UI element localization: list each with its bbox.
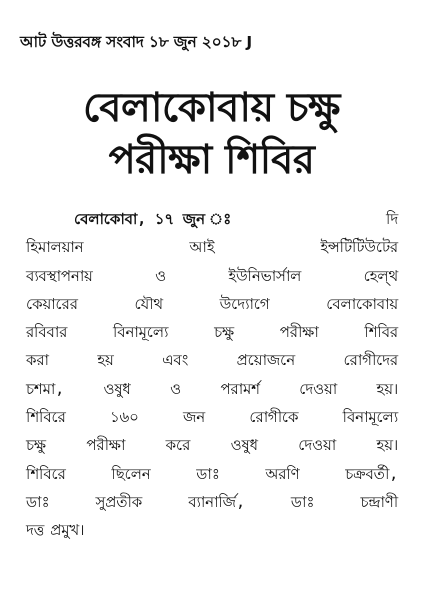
article-line-11 bbox=[26, 488, 398, 516]
article-word: করা bbox=[26, 351, 49, 370]
article-word: চন্দ্রাণী bbox=[360, 492, 398, 511]
article-word: ওষুধ bbox=[103, 379, 131, 398]
article-word: ১৬০ bbox=[109, 408, 139, 427]
article-word: আই bbox=[189, 238, 215, 257]
dateline: বেলাকোবা, ১৭ জুন ঃ bbox=[74, 210, 232, 228]
article-word: শিবির bbox=[364, 323, 398, 342]
article-word: পরীক্ষা bbox=[86, 436, 126, 455]
article-word: করে bbox=[165, 436, 191, 455]
dateline-wrap bbox=[26, 205, 231, 233]
article-line-10 bbox=[26, 460, 398, 488]
article-word: ডাঃ bbox=[290, 492, 315, 511]
article-lines bbox=[26, 233, 398, 544]
headline-line-1: বেলাকোবায় চক্ষু bbox=[83, 85, 340, 131]
article-word: হিমালয়ান bbox=[26, 238, 84, 257]
headline-line-2: পরীক্ষা শিবির bbox=[108, 137, 315, 183]
article-word: ডাঃ bbox=[26, 492, 50, 511]
article-word: ডাঃ bbox=[196, 464, 220, 483]
article-word: বেলাকোবায় bbox=[326, 294, 398, 313]
article-word: যৌথ bbox=[134, 294, 163, 313]
article-word: হেল্থ bbox=[363, 266, 398, 285]
article-word: ইন্সটিটিউটের bbox=[320, 238, 398, 257]
article-line-7 bbox=[26, 375, 398, 403]
article-word: ব্যবস্থাপনায় bbox=[26, 266, 93, 285]
article-line-3 bbox=[26, 262, 398, 290]
article-line-2 bbox=[26, 233, 398, 261]
article-word: ব্যানার্জি, bbox=[188, 492, 245, 511]
article-word: রোগীদের bbox=[343, 351, 398, 370]
article-word: প্রয়োজনে bbox=[236, 351, 295, 370]
article-word: শিবিরে bbox=[26, 464, 66, 483]
article-word: দি bbox=[385, 210, 398, 228]
article-word: রবিবার bbox=[26, 323, 68, 342]
article-word: চক্ষু bbox=[26, 436, 46, 455]
article-word: বিনামূল্যে bbox=[342, 408, 398, 427]
article-line-4 bbox=[26, 290, 398, 318]
article-line-12 bbox=[26, 516, 398, 544]
article-word: প্রমুখ। bbox=[50, 521, 85, 540]
article-line-6 bbox=[26, 346, 398, 374]
article-word: হয়। bbox=[376, 379, 398, 398]
article-word: সুপ্রতীক bbox=[95, 492, 143, 511]
article-word: পরীক্ষা bbox=[279, 323, 319, 342]
article-word: চক্ষু bbox=[214, 323, 234, 342]
article-word: ইউনিভার্সাল bbox=[228, 266, 302, 285]
article-word: চক্রবর্তী, bbox=[345, 464, 398, 483]
article-word: কেয়ারের bbox=[26, 294, 78, 313]
article-word: দেওয়া bbox=[299, 379, 338, 398]
article-word: হয়। bbox=[376, 436, 398, 455]
article-word: ও bbox=[170, 379, 181, 398]
article-line-5 bbox=[26, 318, 398, 346]
article-word: অরণি bbox=[265, 464, 300, 483]
headline bbox=[0, 82, 423, 186]
article-body bbox=[26, 205, 398, 545]
article-word: উদ্যোগে bbox=[219, 294, 270, 313]
article-word: এবং bbox=[162, 351, 189, 370]
article-line-1 bbox=[26, 205, 398, 233]
article-word: জন bbox=[182, 408, 206, 427]
article-word: ও bbox=[155, 266, 166, 285]
article-word: বিনামূল্যে bbox=[112, 323, 169, 342]
article-word: চশমা, bbox=[26, 379, 64, 398]
article-word: দেওয়া bbox=[298, 436, 337, 455]
article-word: শিবিরে bbox=[26, 408, 66, 427]
article-line-9 bbox=[26, 431, 398, 459]
article-word: ওষুধ bbox=[230, 436, 258, 455]
source-line: আট উত্তরবঙ্গ সংবাদ ১৮ জুন ২০১৮ J bbox=[20, 33, 252, 51]
article-word: হয় bbox=[97, 351, 114, 370]
article-word: দত্ত bbox=[26, 521, 45, 540]
article-line-8 bbox=[26, 403, 398, 431]
article-word: পরামর্শ bbox=[220, 379, 260, 398]
article-word: রোগীকে bbox=[249, 408, 299, 427]
article-word: ছিলেন bbox=[111, 464, 151, 483]
